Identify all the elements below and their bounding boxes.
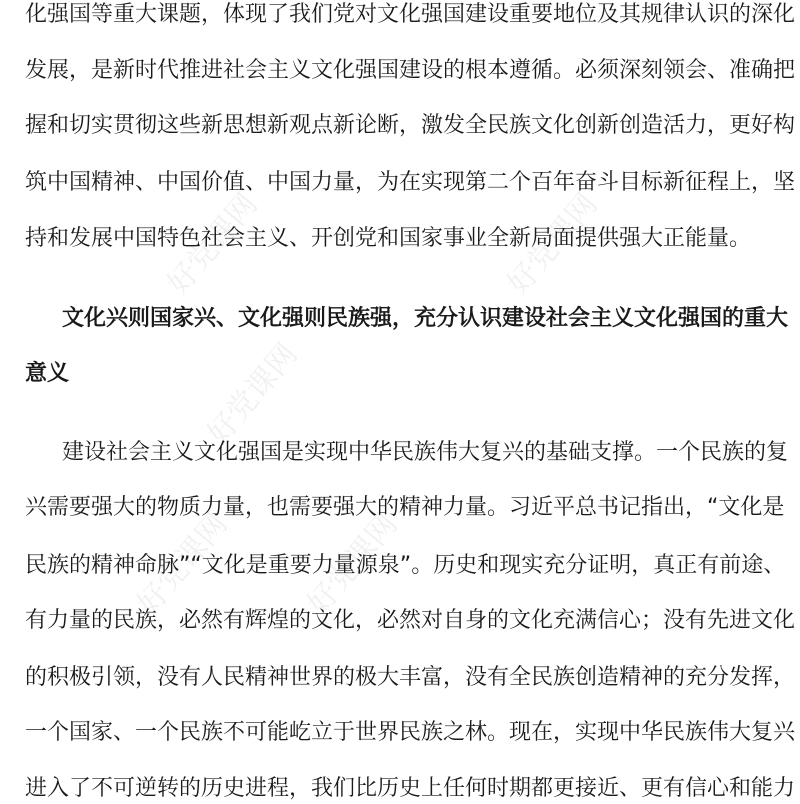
text-line: 筑中国精神、中国价值、中国力量，为在实现第二个百年奋斗目标新征程上，坚	[25, 170, 796, 195]
text-line: 建设社会主义文化强国是实现中华民族伟大复兴的基础支撑。一个民族的复	[62, 440, 789, 465]
text-line: 有力量的民族，必然有辉煌的文化，必然对自身的文化充满信心；没有先进文化	[25, 608, 796, 633]
text-line: 民族的精神命脉”“文化是重要力量源泉”。历史和现实充分证明，真正有前途、	[25, 553, 786, 578]
text-line: 发展，是新时代推进社会主义文化强国建设的根本遵循。必须深刻领会、准确把	[25, 58, 796, 83]
text-line: 兴需要强大的物质力量，也需要强大的精神力量。习近平总书记指出，“文化是	[25, 495, 785, 520]
watermark: 好党课网	[300, 507, 405, 622]
watermark: 好党课网	[130, 507, 235, 622]
watermark: 好党课网	[500, 187, 605, 302]
heading-line: 文化兴则国家兴、文化强则民族强，充分认识建设社会主义文化强国的重大	[62, 306, 789, 331]
text-line: 化强国等重大课题，体现了我们党对文化强国建设重要地位及其规律认识的深化	[25, 2, 796, 27]
watermark: 好党课网	[200, 337, 305, 452]
text-line: 握和切实贯彻这些新思想新观点新论断，激发全民族文化创新创造活力，更好构	[25, 113, 796, 138]
text-line: 一个国家、一个民族不可能屹立于世界民族之林。现在，实现中华民族伟大复兴	[25, 720, 796, 745]
watermark: 好党课网	[160, 187, 265, 302]
text-line: 持和发展中国特色社会主义、开创党和国家事业全新局面提供强大正能量。	[25, 226, 752, 251]
text-line: 进入了不可逆转的历史进程，我们比历史上任何时期都更接近、更有信心和能力	[25, 776, 796, 801]
text-line: 的积极引领，没有人民精神世界的极大丰富，没有全民族创造精神的充分发挥，	[25, 665, 796, 690]
heading-line: 意义	[25, 361, 70, 386]
